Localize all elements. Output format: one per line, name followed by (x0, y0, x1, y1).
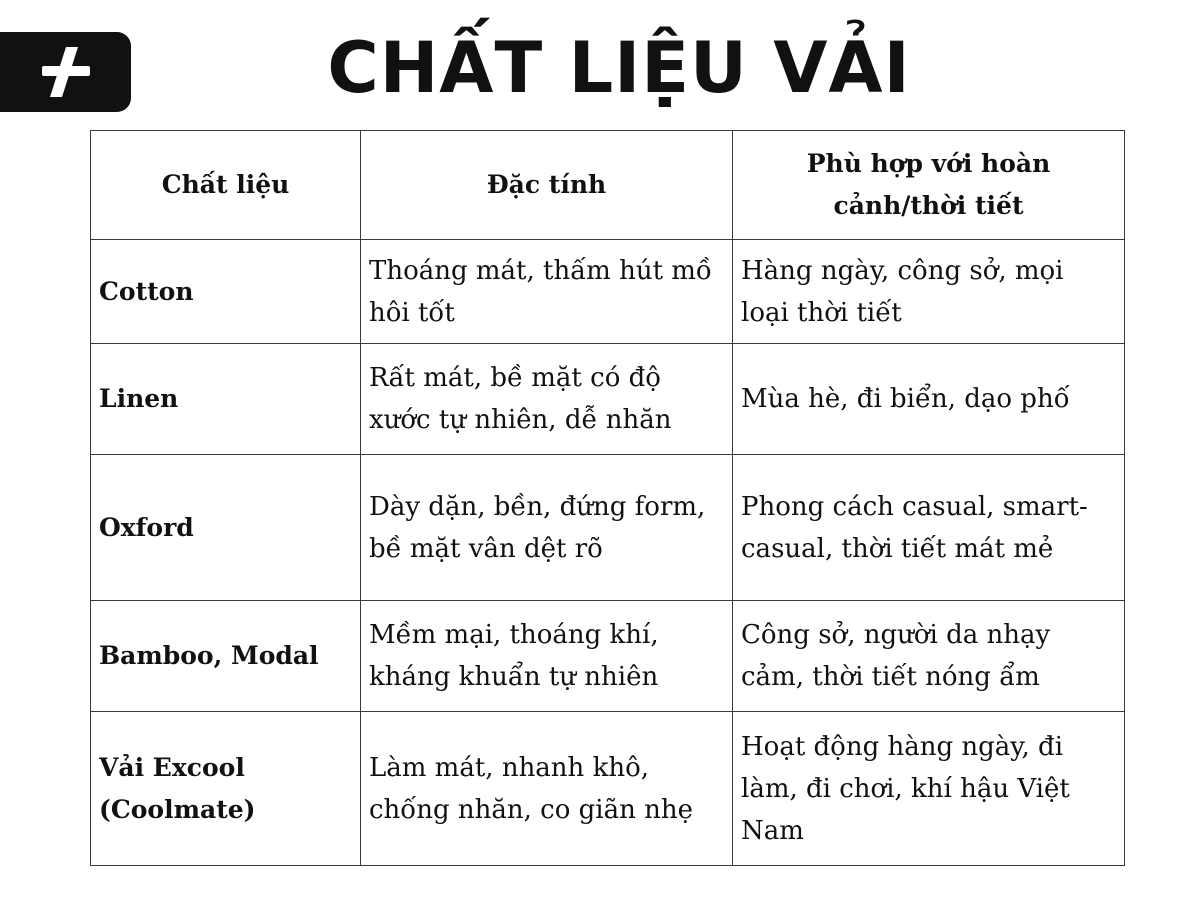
header-properties: Đặc tính (361, 131, 733, 240)
header-material: Chất liệu (91, 131, 361, 240)
material-name: Oxford (91, 455, 361, 601)
material-name: Vải Excool (Coolmate) (91, 712, 361, 866)
material-suitable: Mùa hè, đi biển, dạo phố (733, 344, 1125, 455)
brand-logo (0, 32, 131, 112)
material-suitable: Công sở, người da nhạy cảm, thời tiết nóng ẩm (733, 601, 1125, 712)
table-row (91, 601, 1125, 712)
material-suitable: Hoạt động hàng ngày, đi làm, đi chơi, khí hậu Việt Nam (733, 712, 1125, 866)
material-properties: Dày dặn, bền, đứng form, bề mặt vân dệt rõ (361, 455, 733, 601)
table-row (91, 712, 1125, 866)
material-name: Cotton (91, 240, 361, 344)
table-header-row (91, 131, 1125, 240)
material-properties: Mềm mại, thoáng khí, kháng khuẩn tự nhiên (361, 601, 733, 712)
material-suitable: Hàng ngày, công sở, mọi loại thời tiết (733, 240, 1125, 344)
plus-slash-logo-icon (36, 44, 96, 100)
table-row (91, 344, 1125, 455)
header-suitable: Phù hợp với hoàn cảnh/thời tiết (733, 131, 1125, 240)
material-suitable: Phong cách casual, smart-casual, thời tiết mát mẻ (733, 455, 1125, 601)
material-name: Bamboo, Modal (91, 601, 361, 712)
material-properties: Làm mát, nhanh khô, chống nhăn, co giãn nhẹ (361, 712, 733, 866)
material-properties: Thoáng mát, thấm hút mồ hôi tốt (361, 240, 733, 344)
table-row (91, 455, 1125, 601)
page-title: CHẤT LIỆU VẢI (327, 27, 911, 109)
material-properties: Rất mát, bề mặt có độ xước tự nhiên, dễ nhăn (361, 344, 733, 455)
table-row (91, 240, 1125, 344)
fabric-materials-table (90, 130, 1125, 866)
material-name: Linen (91, 344, 361, 455)
